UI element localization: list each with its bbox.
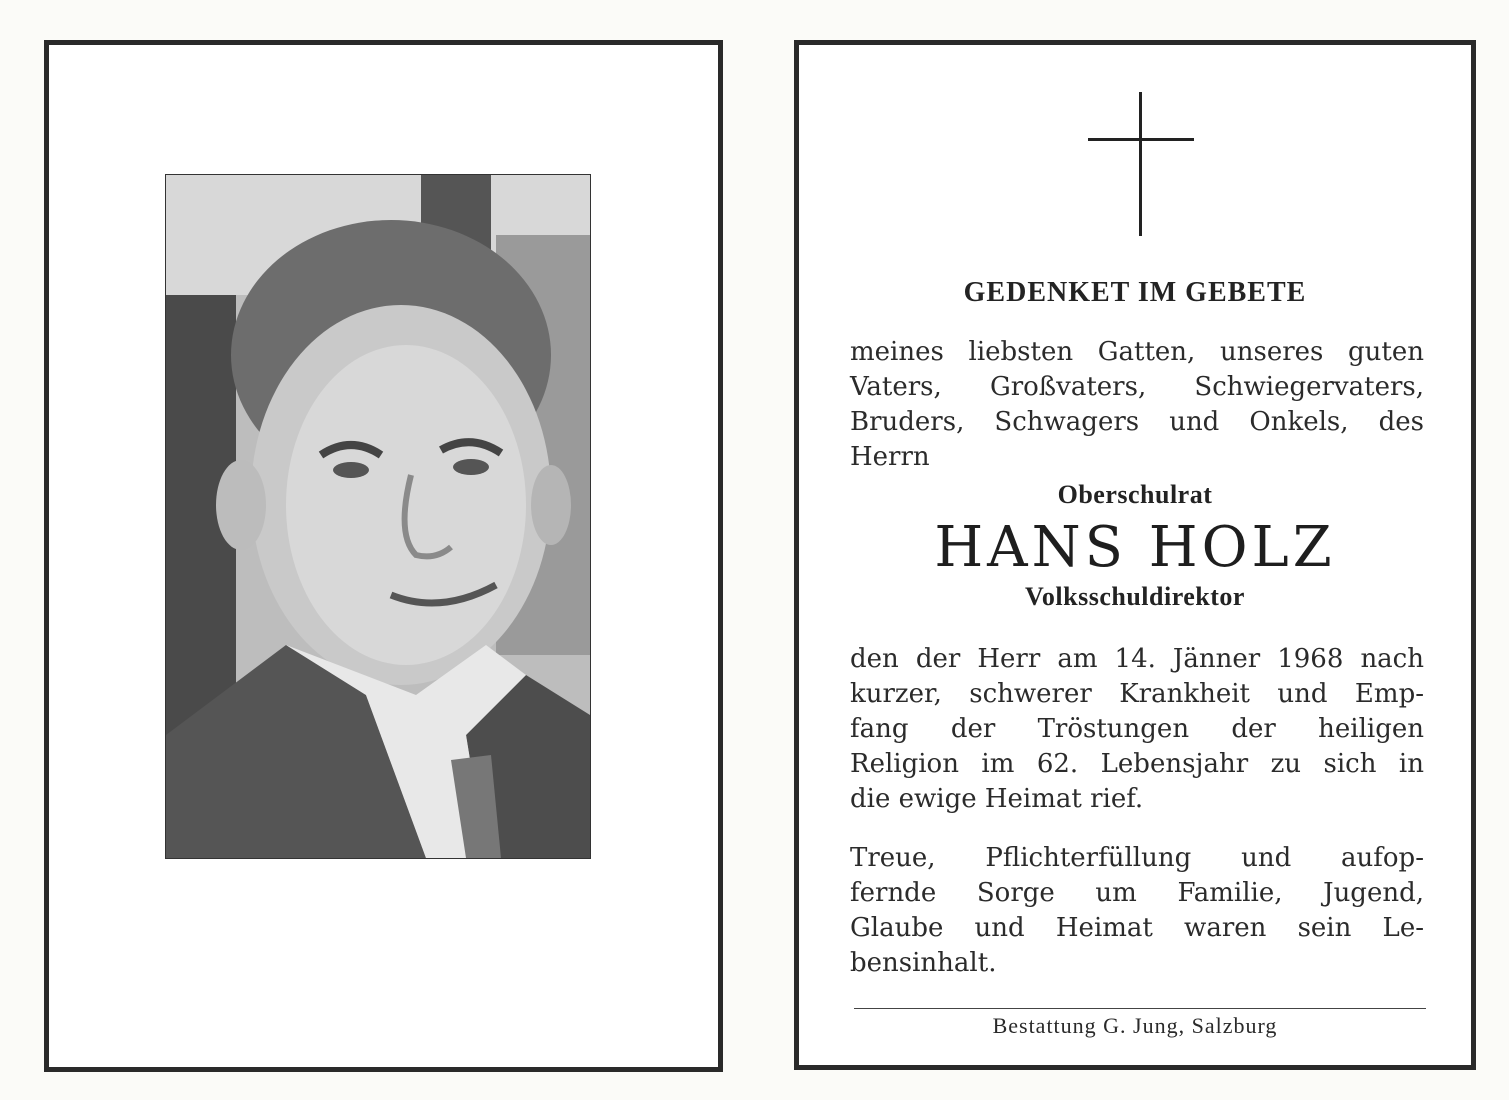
honorific-title: Oberschulrat: [1057, 480, 1213, 509]
death-line: Religion im 62. Lebensjahr zu sich in: [850, 749, 1424, 779]
cross-icon: [1088, 92, 1196, 237]
deceased-name: HANS HOLZ: [934, 515, 1336, 580]
footer-divider: [854, 1008, 1426, 1009]
virtue-line: Treue, Pflichterfüllung und aufop-: [850, 843, 1424, 873]
virtue-paragraph: [850, 841, 1424, 981]
virtue-line: Glaube und Heimat waren sein Le-: [850, 913, 1424, 943]
death-line: kurzer, schwerer Krankheit und Emp-: [850, 679, 1424, 709]
intro-line: Bruders, Schwagers und Onkels, des: [850, 407, 1424, 437]
death-line: fang der Tröstungen der heiligen: [850, 714, 1424, 744]
intro-line: meines liebsten Gatten, unseres guten: [850, 337, 1424, 367]
undertaker-footer: Bestattung G. Jung, Salzburg: [992, 1013, 1278, 1038]
virtue-line: bensinhalt.: [850, 948, 997, 978]
photo-card-panel: [44, 40, 723, 1072]
text-card-panel: [794, 40, 1476, 1070]
intro-line: Herrn: [850, 442, 930, 472]
profession: Volksschuldirektor: [1025, 582, 1245, 611]
intro-paragraph: [850, 335, 1424, 475]
death-line: den der Herr am 14. Jänner 1968 nach: [850, 644, 1424, 674]
portrait-photo: [165, 174, 591, 859]
death-paragraph: [850, 642, 1424, 817]
death-line: die ewige Heimat rief.: [850, 784, 1144, 814]
intro-line: Vaters, Großvaters, Schwiegervaters,: [850, 372, 1424, 402]
virtue-line: fernde Sorge um Familie, Jugend,: [850, 878, 1424, 908]
portrait-image: [166, 175, 590, 858]
card-heading: GEDENKET IM GEBETE: [963, 277, 1307, 308]
